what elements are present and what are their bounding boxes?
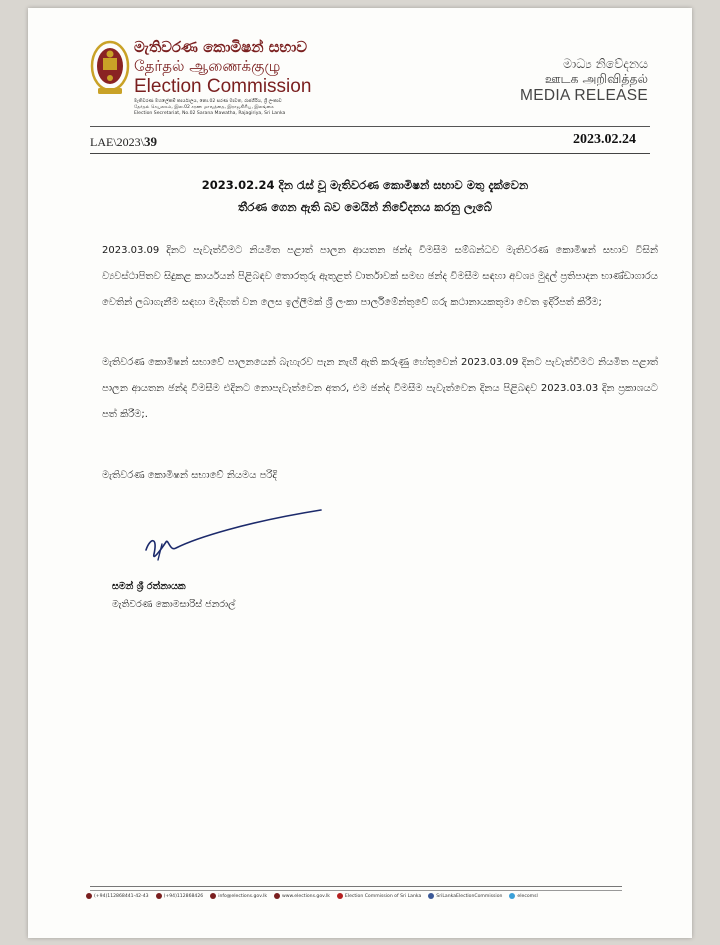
org-name-tamil: தேர்தல் ஆணைக்குழு: [134, 57, 281, 75]
globe-icon: [274, 893, 280, 899]
footer-facebook[interactable]: SriLankaElectionCommission: [428, 893, 502, 899]
header-divider: [90, 126, 650, 127]
reference-number: [90, 134, 157, 150]
facebook-icon: [428, 893, 434, 899]
signatory-name: සමන් ශ්‍රී රත්නායක: [112, 581, 186, 592]
footer-email[interactable]: info@elections.gov.lk: [210, 893, 267, 899]
footer-youtube[interactable]: Election Commission of Sri Lanka: [337, 893, 421, 899]
org-name-english: Election Commission: [134, 76, 312, 97]
emblem-icon: [90, 40, 130, 98]
footer-twitter[interactable]: elecomsl: [509, 893, 537, 899]
phone-icon: [86, 893, 92, 899]
media-label-english: MEDIA RELEASE: [520, 87, 648, 104]
signatory-title: මැතිවරණ කොමසාරිස් ජනරාල්: [112, 599, 236, 610]
organisation-name: [134, 38, 311, 117]
footer-contacts: [86, 893, 646, 899]
media-label-tamil: ஊடக அறிவித்தல்: [544, 71, 648, 86]
footer-phone-2[interactable]: (+94)112868426: [156, 893, 204, 899]
address-english: Election Secretariat, No.02 Sarana Mawatha, Rajagiriya, Sri Lanka: [134, 111, 286, 116]
footer-website[interactable]: www.elections.gov.lk: [274, 893, 330, 899]
footer-phone-1[interactable]: (+94)112868441-42-43: [86, 893, 149, 899]
title-line-1: 2023.02.24 දින රැස් වූ මැතිවරණ කොමිෂන් සභාව මතු දැක්වෙන: [201, 178, 529, 192]
media-label-sinhala: මාධ්‍ය නිවේදනය: [563, 56, 648, 71]
youtube-icon: [337, 893, 343, 899]
address-tamil: தேர்தல் செயலகம், இல.02 சரண மாவத்தை, இராஜகிரிய, இலங்கை: [134, 105, 274, 110]
media-release-label: [520, 56, 648, 105]
org-name-sinhala: මැතිවරණ කොමිෂන් සභාව: [134, 38, 308, 56]
letterhead: [28, 8, 692, 123]
closing-line: මැතිවරණ කොමිෂන් සභාවේ නියමය පරිදි: [102, 470, 277, 481]
document-title: [98, 174, 632, 218]
signature: [136, 508, 326, 568]
fax-icon: [156, 893, 162, 899]
title-line-2: තීරණ ගෙන ඇති බව මෙයින් නිවේදනය කරනු ලැබේ: [238, 200, 492, 214]
footer-divider: [90, 886, 622, 887]
reference-prefix: LAE\2023\: [90, 135, 144, 149]
address-sinhala: මැතිවරණ මහලේකම් කාර්යාලය, නො.02 සරණ මාවත, රාජගිරිය, ශ්‍රී ලංකාව: [134, 99, 282, 104]
paragraph-1: 2023.03.09 දිනට පැවැත්වීමට නියමිත පළාත් පාලන ආයතන ඡන්ද විමසීම සම්බන්ධව මැතිවරණ කොමිෂන් සභාව විසින් ව්‍යවස්ථාපිතව සිදුකළ කාර්යයන් පිළිබඳව තොරතුරු ඇතුළත් වාර්තාවක් සමඟ ඡන්ද විමසීම සඳහා අවශ්‍ය මුදල් ප්‍රතිපාදන භාණ්ඩාගාරය වෙතින් ලබාගැනීම සඳහා මැදිහත් වන ලෙස ඉල්ලීමක් ශ්‍රී ලංකා පාර්ලිමේන්තුවේ ගරු කථානායකතුමා වෙත ඉදිරිපත් කිරීම;: [102, 245, 658, 308]
twitter-icon: [509, 893, 515, 899]
reference-divider: [90, 153, 650, 154]
footer-divider-thin: [90, 890, 622, 891]
reference-digits: 39: [144, 134, 157, 149]
document-page: [28, 8, 692, 938]
email-icon: [210, 893, 216, 899]
paragraph-2: මැතිවරණ කොමිෂන් සභාවේ පාලනයෙන් බැහැරව පැන නැඟී ඇති කරුණු හේතුවෙන් 2023.03.09 දිනට පැවැත්වීමට නියමිත පළාත් පාලන ආයතන ඡන්ද විමසීම එදිනට නොපැවැත්වෙන අතර, එම ඡන්ද විමසීම පැවැත්වෙන දිනය පිළිබඳව 2023.03.03 දින ප්‍රකාශයට පත් කිරීම;.: [102, 357, 658, 420]
release-date: 2023.02.24: [573, 132, 636, 147]
